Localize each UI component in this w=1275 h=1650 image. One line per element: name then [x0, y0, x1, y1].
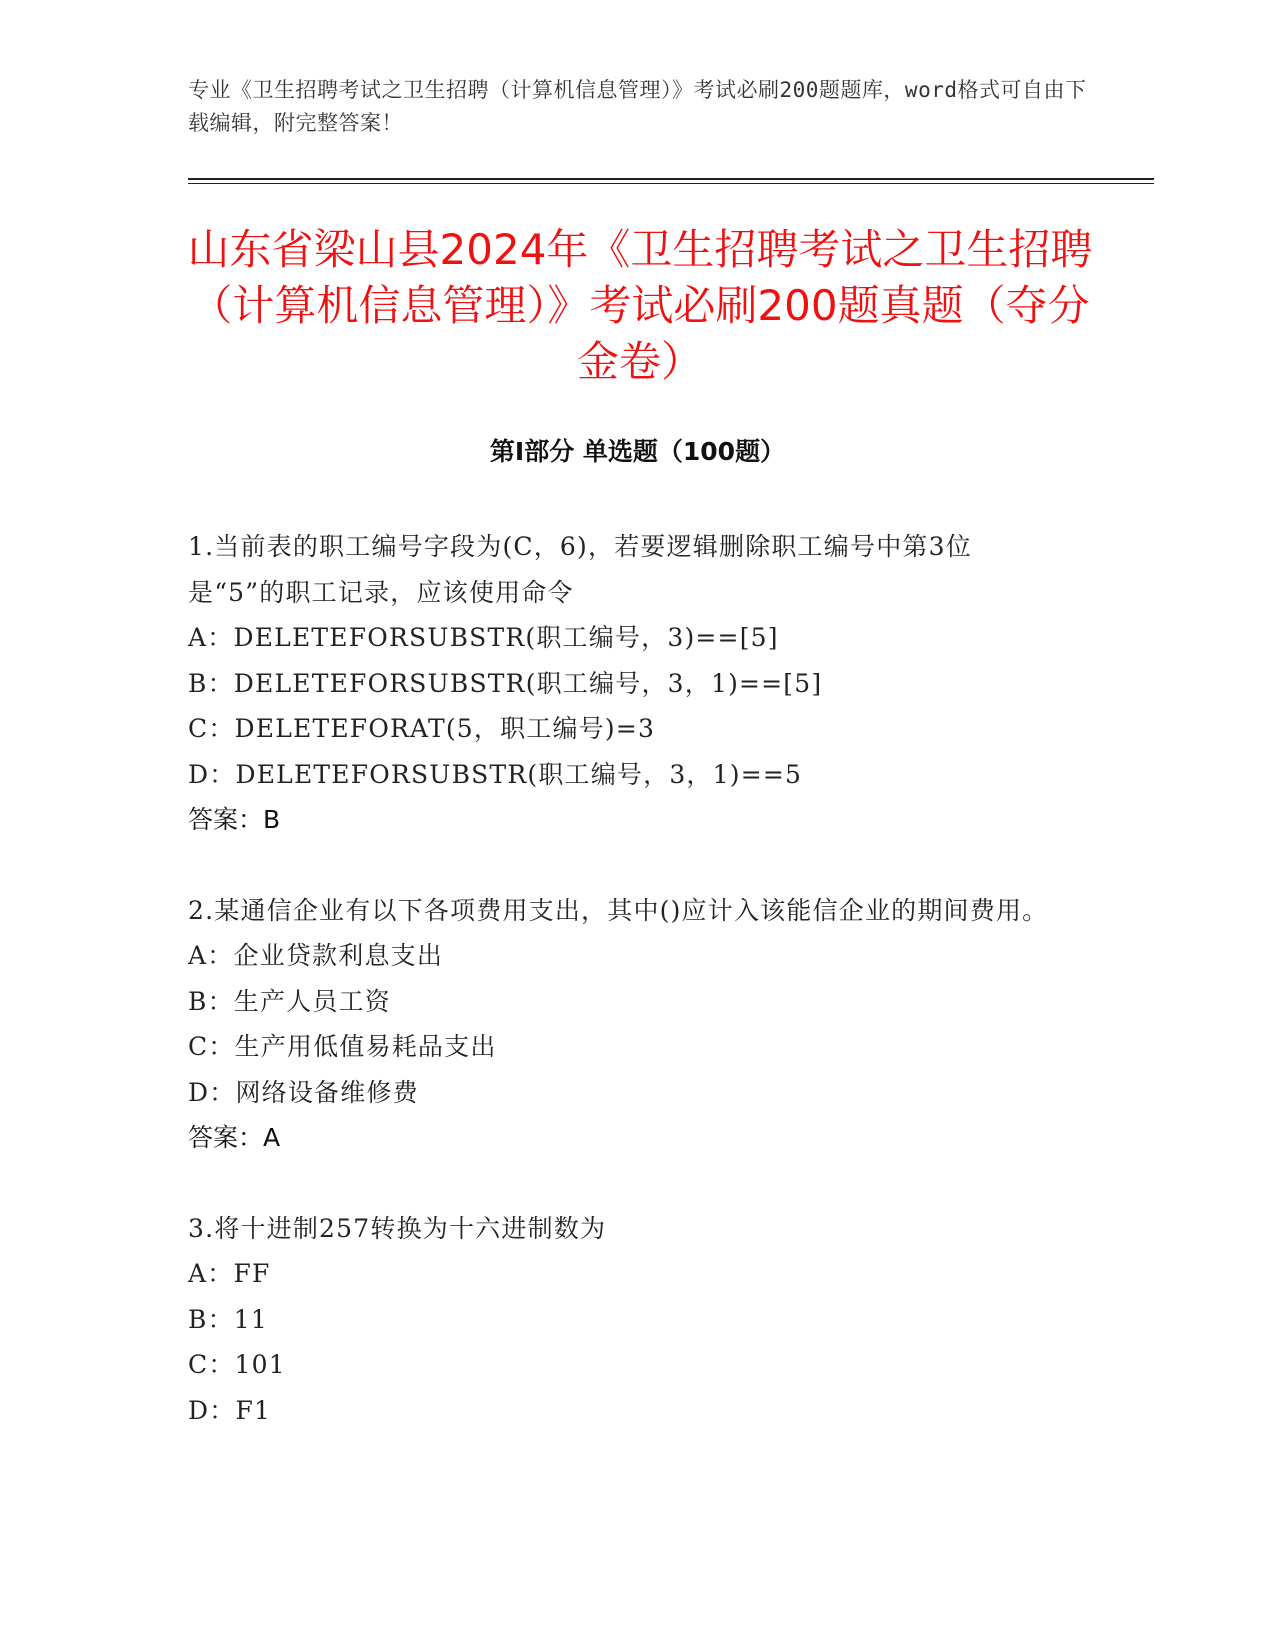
- option-a: A：FF: [188, 1259, 271, 1288]
- question-3: [188, 1206, 1068, 1434]
- header-note: 专业《卫生招聘考试之卫生招聘（计算机信息管理）》考试必刷200题题库，word格式可自由下载编辑，附完整答案！: [188, 78, 1087, 135]
- option-c: C：101: [188, 1350, 286, 1379]
- question-2: [188, 888, 1068, 1161]
- option-d: D：DELETEFORSUBSTR(职工编号，3，1)==5: [188, 759, 803, 789]
- question-stem: 2.某通信企业有以下各项费用支出，其中()应计入该能信企业的期间费用。: [188, 895, 1049, 925]
- document-title: 山东省梁山县2024年《卫生招聘考试之卫生招聘（计算机信息管理）》考试必刷200题真题（夺分金卷）: [187, 225, 1093, 386]
- question-stem: 1.当前表的职工编号字段为(C，6)，若要逻辑删除职工编号中第3位是“5”的职工记录，应该使用命令: [188, 532, 972, 607]
- option-b: B：11: [188, 1304, 268, 1334]
- option-c: C：生产用低值易耗品支出: [188, 1032, 497, 1061]
- header-divider-thin: [188, 183, 1154, 184]
- section-heading: 第I部分 单选题（100题）: [489, 437, 786, 466]
- question-list: [188, 524, 1068, 1478]
- answer: 答案：B: [188, 805, 281, 834]
- option-a: A：DELETEFORSUBSTR(职工编号，3)==[5]: [188, 623, 779, 652]
- question-1: [188, 524, 1068, 843]
- option-c: C：DELETEFORAT(5，职工编号)=3: [188, 714, 656, 743]
- header-divider-thick: [188, 178, 1154, 180]
- question-stem: 3.将十进制257转换为十六进制数为: [188, 1213, 607, 1243]
- option-b: B：生产人员工资: [188, 986, 391, 1016]
- answer: 答案：A: [188, 1123, 281, 1152]
- option-d: D：F1: [188, 1395, 272, 1425]
- option-b: B：DELETEFORSUBSTR(职工编号，3，1)==[5]: [188, 668, 823, 698]
- option-a: A：企业贷款利息支出: [188, 941, 444, 970]
- option-d: D：网络设备维修费: [188, 1077, 419, 1107]
